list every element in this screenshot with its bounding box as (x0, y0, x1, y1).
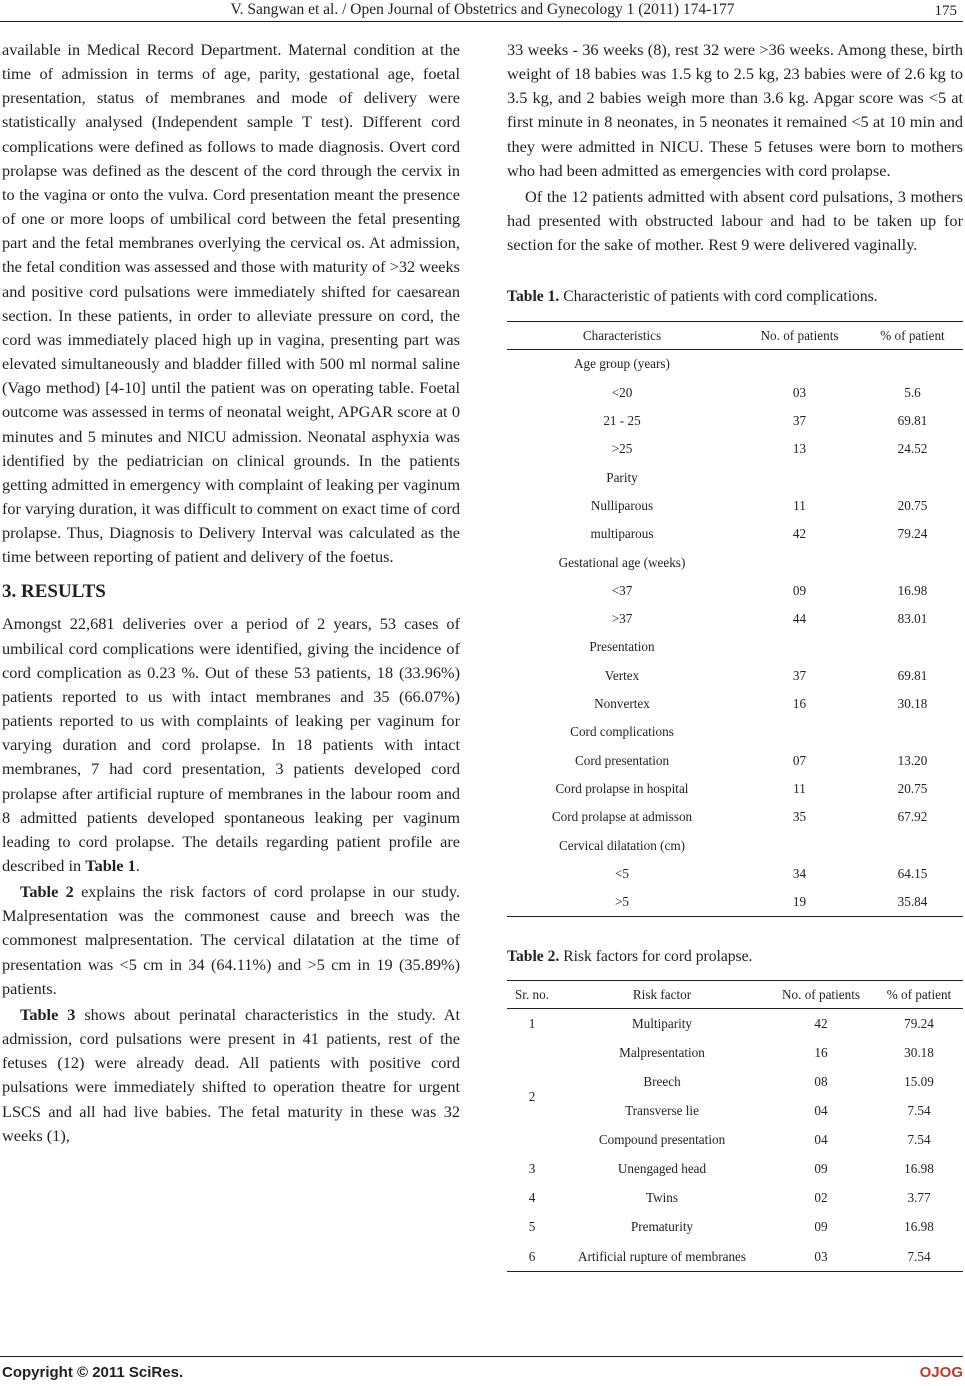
table-cell (862, 464, 963, 492)
table-cell: 09 (814, 1161, 828, 1177)
table2-caption (507, 947, 963, 967)
table-cell: Gestational age (weeks) (558, 554, 686, 570)
table-row (507, 520, 963, 548)
table-cell: 42 (792, 526, 807, 542)
table-cell: 16 (792, 696, 807, 712)
table-row (507, 1068, 963, 1097)
table2-reference: Table 2 (20, 882, 74, 902)
table-cell: 24.52 (897, 441, 928, 457)
sentence-end: . (135, 856, 140, 875)
table-cell: 11 (793, 780, 806, 796)
table-cell (737, 464, 862, 492)
table-cell: 5 (528, 1219, 536, 1235)
table-cell (862, 633, 963, 661)
page-footer (0, 1356, 965, 1384)
table-cell: 6 (507, 1242, 557, 1272)
table-cell: Cord prolapse in hospital (555, 780, 689, 796)
table-row (507, 1038, 963, 1067)
page-number: 175 (934, 3, 957, 19)
table-cell: 04 (814, 1103, 828, 1119)
table-cell: Age group (years) (574, 356, 670, 372)
table-cell: 16.98 (904, 1161, 934, 1177)
table-cell: 7.54 (875, 1242, 963, 1272)
table-cell: Cord presentation (574, 752, 670, 768)
table-row (507, 747, 963, 775)
results-paragraph-2 (2, 880, 460, 1001)
table-cell: 03 (792, 384, 807, 400)
table-cell: Cord prolapse at admisson (551, 809, 693, 825)
table-cell: >5 (507, 888, 737, 917)
table1-caption-text: Characteristic of patients with cord complications. (563, 288, 878, 306)
table-cell: Twins (645, 1190, 679, 1206)
table-cell: 13 (792, 441, 807, 457)
table-row (507, 577, 963, 605)
table-cell: 20.75 (897, 780, 928, 796)
column-header: % of patient (862, 322, 963, 350)
table-row (507, 860, 963, 888)
table-row (507, 350, 963, 379)
table-cell: 67.92 (897, 809, 928, 825)
results-text: shows about perinatal characteristics in the study. At admission, cord pulsations were present in 41 patients, rest of the fetuses (12) were already dead. All patients with positive cord pulsations were immediately shifted to operation theatre for urgent LSCS and all had live babies. The fetal maturity in these was 32 weeks (1), (2, 1004, 460, 1145)
table-row (507, 1155, 963, 1184)
table-cell: Nonvertex (594, 696, 650, 712)
table-cell: 37 (792, 413, 807, 429)
table-cell (737, 718, 862, 746)
table-cell: 09 (814, 1219, 828, 1235)
journal-abbreviation: OJOG (919, 1364, 963, 1381)
table-cell: 34 (792, 865, 807, 881)
table-cell: >25 (611, 441, 633, 457)
table-cell: 02 (814, 1190, 828, 1206)
table-cell: 37 (792, 667, 807, 683)
table-cell: Multiparity (631, 1015, 693, 1031)
table-header-row (507, 981, 963, 1009)
table-cell: 4 (528, 1190, 536, 1206)
table-cell: 69.81 (897, 413, 928, 429)
results-paragraph-1 (2, 612, 460, 878)
header-rule (0, 21, 963, 22)
table1 (507, 321, 963, 917)
page-header (0, 0, 965, 22)
table-header-row (507, 322, 963, 350)
table-cell (737, 633, 862, 661)
table2 (507, 980, 963, 1272)
table-cell: Cervical dilatation (cm) (559, 837, 685, 853)
table-cell: 20.75 (897, 497, 928, 513)
table-cell: 15.09 (904, 1074, 934, 1089)
results-text: explains the risk factors of cord prolapse in our study. Malpresentation was the commonest cause and breech was the commonest malpresentation. The cervical dilatation at the time of presentation was <5 cm in 34 (64.11%) and >5 cm in 19 (35.89%) patients. (2, 882, 460, 998)
table-row (507, 407, 963, 435)
table-row (507, 1009, 963, 1039)
column-header: Sr. no. (507, 981, 557, 1009)
table-row (507, 888, 963, 917)
table-cell: Prematurity (630, 1219, 694, 1235)
table-cell (862, 350, 963, 379)
table-cell: Presentation (589, 639, 655, 655)
table-cell (737, 350, 862, 379)
table-cell: Unengaged head (617, 1161, 707, 1177)
table-cell: <5 (614, 865, 630, 881)
results-paragraph-3 (2, 1003, 460, 1148)
table-row (507, 831, 963, 859)
right-column (507, 38, 963, 1272)
table-cell: Malpresentation (619, 1044, 705, 1060)
table-cell: 7.54 (907, 1103, 931, 1119)
table-cell: 35.84 (862, 888, 963, 917)
table-row (507, 1184, 963, 1213)
column-header: No. of patients (767, 981, 875, 1009)
table1-reference: Table 1 (85, 856, 136, 875)
methods-paragraph: available in Medical Record Department. Maternal condition at the time of admission in terms of age, parity, gestational age, foetal presentation, status of membranes and mode of delivery were statistically analysed (Independent sample T test). Different cord complications were defined as follows to made diagnosis. Overt cord prolapse was defined as the descent of the cord through the cervix in to the vagina or onto the vulva. Cord presentation meant the presence of one or more loops of umbilical cord between the fetal presenting part and the fetal membranes overlying the cervical os. At admission, the fetal condition was assessed and those with maturity of >32 weeks and positive cord pulsations were immediately shifted for caesarean section. In these patients, in order to alleviate pressure on cord, the cord was immediately placed high up in vagina, presenting part was elevated simultaneously and bladder filled with 500 ml normal saline (Vago method) [4-10] until the patient was on operating table. Foetal outcome was assessed in terms of neonatal weight, APGAR score at 0 minutes and 5 minutes and NICU admission. Neonatal asphyxia was identified by the pediatrician on clinical grounds. In the patients getting admitted in emergency with complaint of leaking per vaginum for varying duration, it was difficult to comment on exact time of cord prolapse. Thus, Diagnosis to Delivery Interval was calculated as the time between reporting of patient and delivery of the foetus. (2, 40, 460, 567)
table-row (507, 1242, 963, 1272)
copyright-notice: Copyright © 2011 SciRes. (2, 1364, 184, 1381)
table-cell: 30.18 (904, 1044, 934, 1060)
table-row (507, 1097, 963, 1126)
results-paragraph-5: Of the 12 patients admitted with absent cord pulsations, 3 mothers had presented with obstructed labour and had to be taken up for section for the sake of mother. Rest 9 were delivered vaginally. (507, 186, 963, 255)
table-cell: 04 (814, 1132, 828, 1148)
table-cell: 13.20 (897, 752, 928, 768)
table-row (507, 803, 963, 831)
left-column (2, 38, 460, 1148)
table-row (507, 690, 963, 718)
table-row (507, 662, 963, 690)
table-row (507, 605, 963, 633)
table-cell: Compound presentation (598, 1132, 726, 1148)
table-cell: Vertex (604, 667, 640, 683)
table-cell: 11 (793, 497, 806, 513)
table-cell: 09 (792, 582, 807, 598)
table-cell: 69.81 (897, 667, 928, 683)
table1-caption (507, 287, 963, 307)
results-text: Amongst 22,681 deliveries over a period of 2 years, 53 cases of umbilical cord complications were identified, giving the incidence of cord complication as 0.23 %. Out of these 53 patients, 18 (33.96%) patients reported to us with intact membranes and 35 (66.07%) patients reported to us with complaints of leaking per vaginum for varying duration and cord prolapse. In 18 patients with intact membranes, 7 had cord presentation, 3 patients developed cord prolapse after artificial rupture of membranes in the labour room and 8 admitted patients developed spontaneous leaking per vaginum leading to cord prolapse. The details regarding patient profile are described in (2, 614, 460, 875)
table-cell: 83.01 (897, 611, 928, 627)
column-header: Risk factor (557, 981, 767, 1009)
table-cell: 2 (528, 1088, 536, 1104)
table-cell: <20 (611, 384, 633, 400)
table-cell: >37 (611, 611, 633, 627)
running-title: V. Sangwan et al. / Open Journal of Obstetrics and Gynecology 1 (2011) 174-177 (230, 1, 735, 18)
table-cell: 1 (528, 1015, 536, 1031)
column-header: No. of patients (737, 322, 862, 350)
table-cell: 42 (814, 1015, 828, 1031)
footer-rule (0, 1356, 963, 1357)
table-cell: multiparous (590, 526, 654, 542)
table-cell: 16.98 (897, 582, 928, 598)
table-row (507, 548, 963, 576)
section-heading: 3. RESULTS (2, 581, 106, 603)
table-cell: 07 (792, 752, 807, 768)
table-row (507, 492, 963, 520)
table-row (507, 633, 963, 661)
table2-caption-text: Risk factors for cord prolapse. (563, 948, 753, 966)
table-row (507, 464, 963, 492)
table-cell: Nulliparous (590, 497, 654, 513)
column-header: % of patient (875, 981, 963, 1009)
table-cell: 7.54 (907, 1132, 931, 1148)
table-cell: 19 (737, 888, 862, 917)
table-cell (862, 718, 963, 746)
table1-label: Table 1. (507, 288, 560, 306)
table-row (507, 775, 963, 803)
table-cell: 3 (528, 1161, 536, 1177)
table-row (507, 1126, 963, 1155)
table-cell: 16 (814, 1044, 828, 1060)
table-cell: 30.18 (897, 696, 928, 712)
table-cell: <37 (611, 582, 633, 598)
table-cell: 08 (814, 1074, 828, 1089)
table-cell (862, 831, 963, 859)
table-cell: 21 - 25 (603, 413, 641, 429)
table3-reference: Table 3 (20, 1004, 76, 1024)
column-header: Characteristics (507, 322, 737, 350)
table-cell: 79.24 (897, 526, 928, 542)
table-row (507, 1213, 963, 1242)
table-cell: Breech (643, 1074, 681, 1089)
table-cell: 64.15 (897, 865, 928, 881)
table-cell (737, 831, 862, 859)
table-cell: 79.24 (904, 1015, 934, 1031)
table-cell (737, 548, 862, 576)
table2-label: Table 2. (507, 948, 560, 966)
results-paragraph-4: 33 weeks - 36 weeks (8), rest 32 were >36 weeks. Among these, birth weight of 18 babies was 1.5 kg to 2.5 kg, 23 babies were of 2.6 kg to 3.5 kg, and 2 babies weigh more than 3.6 kg. Apgar score was <5 at first minute in 8 neonates, in 5 neonates it remained <5 at 10 min and they were admitted in NICU. These 5 fetuses were born to mothers who had been admitted as emergencies with cord prolapse. (507, 40, 963, 180)
table-cell: Parity (606, 469, 638, 485)
table-row (507, 435, 963, 463)
table-cell: Artificial rupture of membranes (557, 1242, 767, 1272)
table-cell: 16.98 (904, 1219, 934, 1235)
table-cell: 03 (767, 1242, 875, 1272)
table-row (507, 379, 963, 407)
table-cell: Cord complications (570, 724, 674, 740)
table-cell: 5.6 (904, 384, 921, 400)
table-cell: 35 (792, 809, 807, 825)
table-cell: Transverse lie (625, 1103, 699, 1119)
table-cell: 44 (792, 611, 807, 627)
table-cell: 3.77 (907, 1190, 931, 1206)
table-row (507, 718, 963, 746)
table-cell (862, 548, 963, 576)
